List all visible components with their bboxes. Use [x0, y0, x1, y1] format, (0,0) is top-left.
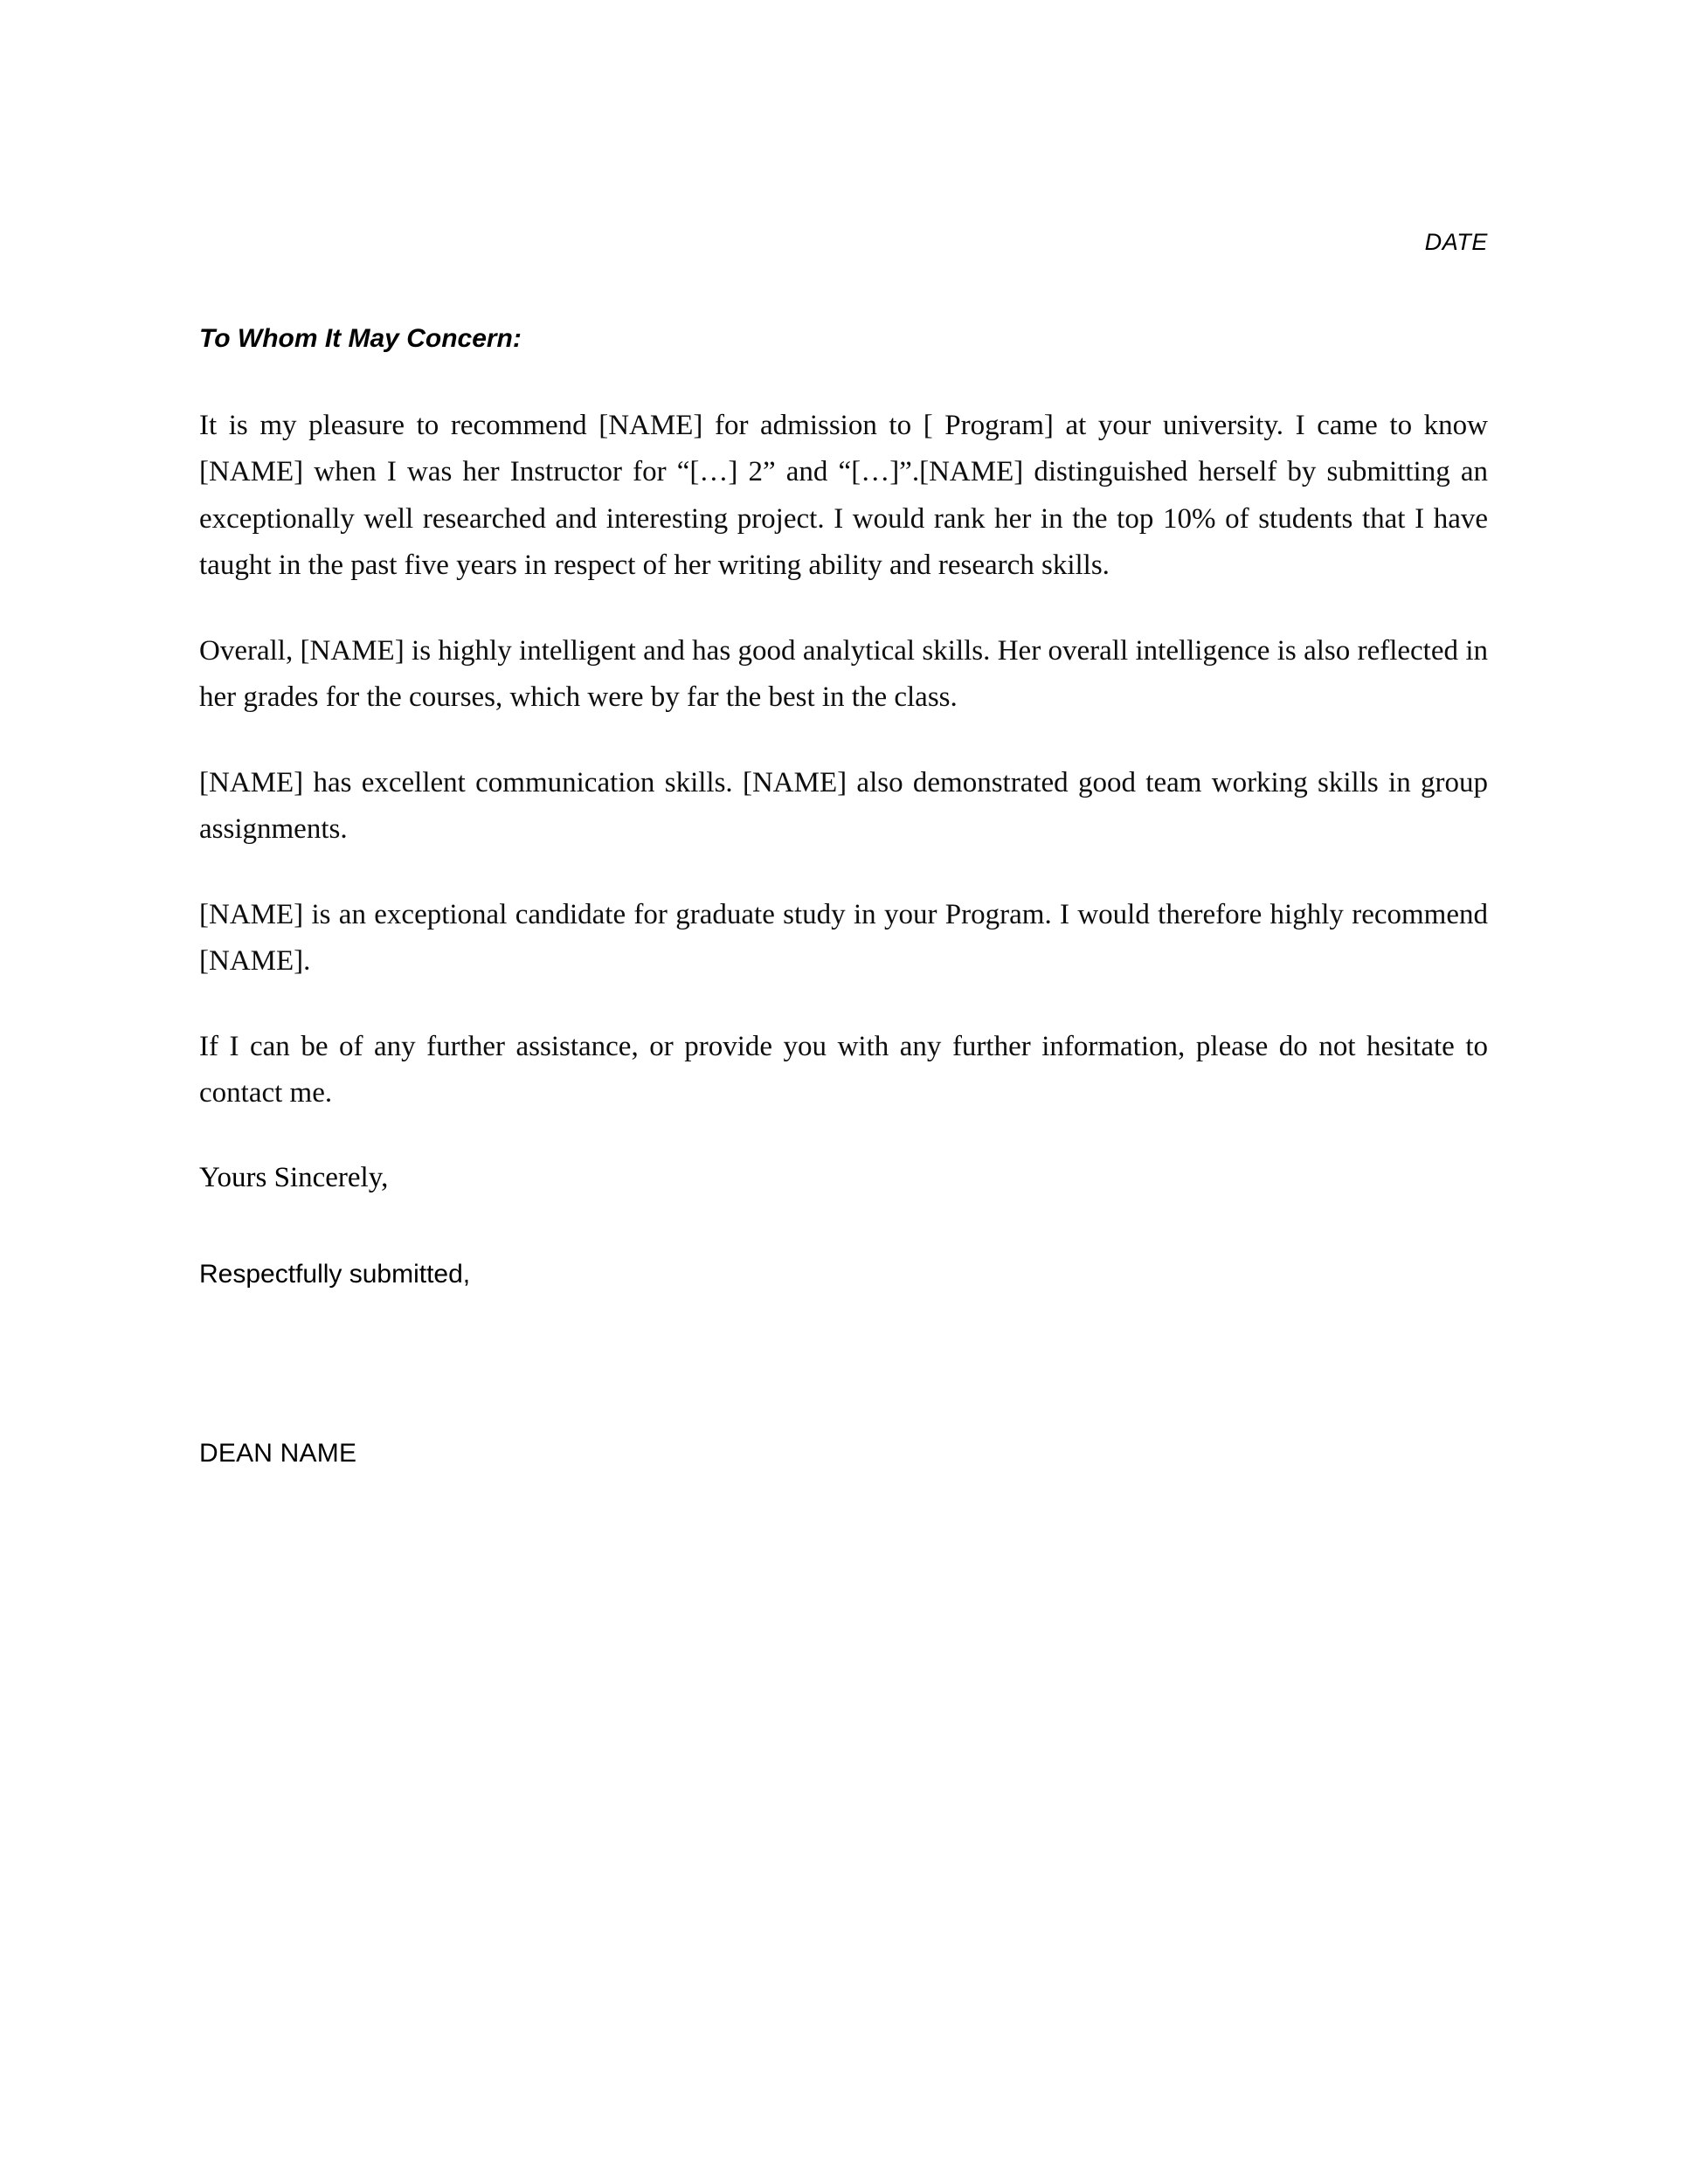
paragraph-3: [NAME] has excellent communication skills. [NAME] also demonstrated good team working skills in group assignments.: [199, 766, 1488, 846]
paragraph-5: If I can be of any further assistance, or provide you with any further information, please do not hesitate to contact me.: [199, 1030, 1488, 1109]
paragraph-4: [NAME] is an exceptional candidate for graduate study in your Program. I would therefore highly recommend [NAME].: [199, 898, 1488, 978]
paragraph-2: Overall, [NAME] is highly intelligent and has good analytical skills. Her overall intelligence is also reflected in her grades for the courses, which were by far the best in the class.: [199, 634, 1488, 714]
salutation-line: To Whom It May Concern:: [199, 324, 522, 353]
document-body: [199, 0, 1488, 1473]
signature-name: DEAN NAME: [199, 1438, 357, 1468]
closing-line: Yours Sincerely,: [199, 1162, 389, 1194]
paragraph-1: It is my pleasure to recommend [NAME] for admission to [ Program] at your university. I came to know [NAME] when I was her Instructor for “[…] 2” and “[…]”.[NAME] distinguished herself by submitting an exceptionally well researched and interesting project. I would rank her in the top 10% of students that I have taught in the past five years in respect of her writing ability and research skills.: [199, 410, 1488, 582]
date-field: DATE: [1424, 229, 1488, 255]
respectfully-submitted-line: Respectfully submitted,: [199, 1259, 471, 1289]
